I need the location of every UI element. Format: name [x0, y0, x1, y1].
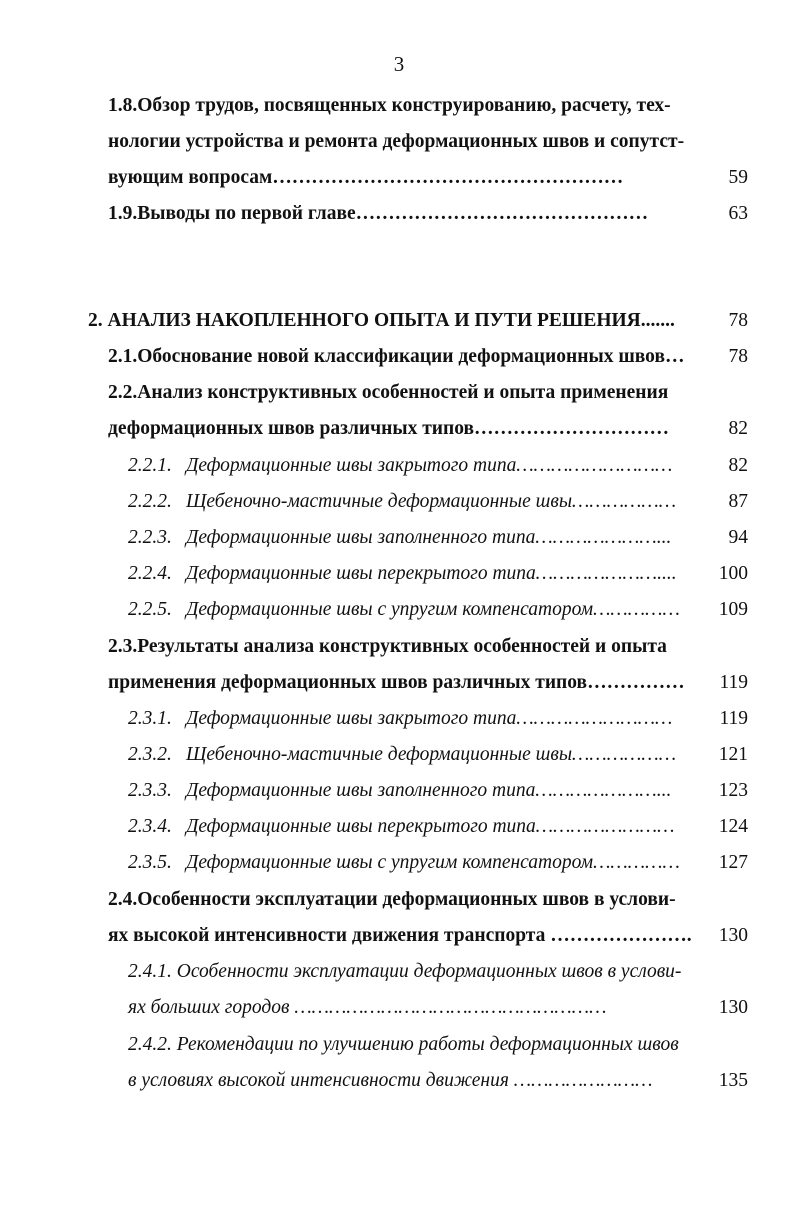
toc-entry-text: 1.9.Выводы по первой главе……………………………………… [108, 203, 649, 224]
toc-entry-text: Деформационные швы перекрытого типа………………….... [186, 563, 677, 584]
toc-page-number: 127 [718, 852, 748, 873]
toc-page-number: 82 [728, 455, 748, 476]
toc-page-number: 87 [728, 491, 748, 512]
toc-page-number: 130 [718, 925, 748, 946]
toc-entry-text: 2.2.Анализ конструктивных особенностей и опыта применения [108, 382, 669, 403]
toc-entry-text: в условиях высокой интенсивности движения …………………… [128, 1070, 653, 1091]
toc-page-number: 100 [718, 563, 748, 584]
toc-section-number: 2.3.4. [128, 816, 172, 837]
toc-entry-text: 2.4.2. Рекомендации по улучшению работы деформационных швов [128, 1034, 679, 1055]
toc-entry-text: Деформационные швы с упругим компенсатором…………… [186, 599, 680, 620]
toc-entry-text: нологии устройства и ремонта деформационных швов и сопутст- [108, 131, 685, 152]
toc-page-number: 82 [728, 418, 748, 439]
toc-entry-text: 2.1.Обоснование новой классификации деформационных швов… [108, 346, 685, 367]
toc-entry-text: Деформационные швы закрытого типа……………………… [186, 708, 673, 729]
toc-entry-text: Щебеночно-мастичные деформационные швы……………… [186, 491, 677, 512]
toc-entry-text: 2.4.1. Особенности эксплуатации деформационных швов в услови- [128, 961, 682, 982]
toc-entry-text: Деформационные швы заполненного типа…………………... [186, 527, 672, 548]
toc-page-number: 119 [719, 672, 748, 693]
toc-section-number: 2.3.3. [128, 780, 172, 801]
toc-page-number: 59 [728, 167, 748, 188]
toc-page-number: 109 [718, 599, 748, 620]
toc-entry-text: Деформационные швы с упругим компенсатором…………… [186, 852, 680, 873]
toc-page-number: 63 [728, 203, 748, 224]
toc-entry-text: Деформационные швы закрытого типа……………………… [186, 455, 673, 476]
toc-section-number: 2.2.4. [128, 563, 172, 584]
toc-section-number: 2.2.5. [128, 599, 172, 620]
toc-page-number: 94 [728, 527, 748, 548]
toc-section-number: 2.3.5. [128, 852, 172, 873]
toc-page-number: 130 [718, 997, 748, 1018]
toc-entry-text: Деформационные швы перекрытого типа…………………… [186, 816, 675, 837]
toc-page-number: 124 [718, 816, 748, 837]
toc-entry-text: 2.4.Особенности эксплуатации деформационных швов в услови- [108, 889, 676, 910]
toc-page-number: 123 [718, 780, 748, 801]
toc-entry-text: 1.8.Обзор трудов, посвященных конструированию, расчету, тех- [108, 95, 671, 116]
toc-entry-text: деформационных швов различных типов………………………… [108, 418, 670, 439]
toc-entry-text: Деформационные швы заполненного типа…………………... [186, 780, 672, 801]
toc-entry-text: 2. АНАЛИЗ НАКОПЛЕННОГО ОПЫТА И ПУТИ РЕШЕНИЯ....... [88, 310, 675, 331]
toc-page-number: 135 [718, 1070, 748, 1091]
toc-page-number: 121 [718, 744, 748, 765]
toc-section-number: 2.2.1. [128, 455, 172, 476]
toc-entry-text: применения деформационных швов различных типов…………… [108, 672, 685, 693]
toc-section-number: 2.2.3. [128, 527, 172, 548]
toc-entry-text: вующим вопросам……………………………………………… [108, 167, 624, 188]
toc-entry-text: ях больших городов ……………………………………………… [128, 997, 607, 1018]
toc-section-number: 2.3.1. [128, 708, 172, 729]
page-number: 3 [393, 52, 405, 76]
toc-entry-text: Щебеночно-мастичные деформационные швы……………… [186, 744, 677, 765]
toc-section-number: 2.3.2. [128, 744, 172, 765]
toc-page-number: 119 [719, 708, 748, 729]
toc-section-number: 2.2.2. [128, 491, 172, 512]
toc-page-number: 78 [728, 310, 748, 331]
toc-entry-text: ях высокой интенсивности движения транспорта …………………. [108, 925, 692, 946]
toc-entry-text: 2.3.Результаты анализа конструктивных особенностей и опыта [108, 636, 667, 657]
toc-page-number: 78 [728, 346, 748, 367]
